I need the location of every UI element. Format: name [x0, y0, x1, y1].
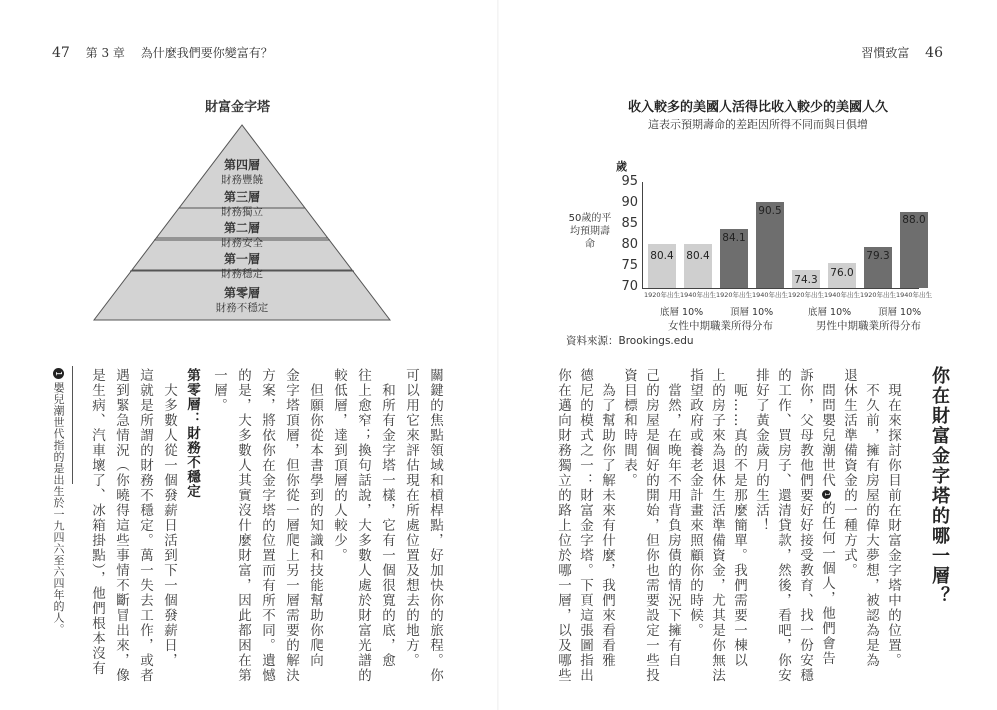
right-running-head [861, 44, 943, 61]
y-tick: 90 [621, 195, 638, 210]
body-column: 較低層，達到頂層的人較少。 [331, 368, 347, 563]
x-category: 1940年出生 [680, 291, 717, 299]
body-column: 己的房屋是個好的開始，但你也需要設定一些投 [643, 368, 659, 683]
body-column: 這就是所謂的財務不穩定。萬一失去工作，或者 [137, 368, 153, 683]
bracket-label: 底層 10% [808, 307, 852, 318]
body-column: 可以用它來評估現在所處位置及想去的地方。 [403, 368, 419, 668]
chapter-title: 為什麼我們要你變富有？ [140, 46, 273, 60]
body-column: 往上愈窄；換句話說，大多數人處於財富光譜的 [355, 368, 371, 683]
y-tick: 75 [621, 258, 638, 273]
right-page-number: 46 [925, 45, 943, 61]
pyramid-tier-1: 第一層 財務穩定 [221, 252, 263, 280]
bracket-label: 頂層 10% [878, 307, 922, 318]
x-category: 1920年出生 [716, 291, 753, 299]
body-column: 現在來探討你目前在財富金字塔中的位置。 [885, 368, 901, 668]
bar-value: 80.4 [650, 250, 674, 262]
pyramid-tier-2: 第二層 財務安全 [221, 221, 263, 249]
series-label-female: 女性中期職業所得分布 [668, 320, 773, 332]
bar-value: 80.4 [686, 250, 710, 262]
body-column: 關鍵的焦點領域和槓桿點，好加快你的旅程。你 [427, 368, 443, 683]
body-column: 遇到緊急情況（你曉得這些事情不斷冒出來，像 [113, 368, 129, 683]
x-category: 1920年出生 [788, 291, 825, 299]
pyramid-tier-4: 第四層 財務豐饒 [221, 158, 263, 186]
left-running-head [52, 44, 273, 61]
body-column: 問問嬰兒潮世代1的任何一個人，他們會告 [819, 368, 835, 666]
bar-value: 79.3 [866, 250, 890, 262]
body-column: 呃……真的不是那麼簡單。我們需要一棟以 [731, 368, 747, 668]
left-page-number: 47 [52, 45, 70, 61]
chart-title-block [578, 96, 938, 132]
bar-value: 88.0 [902, 214, 926, 226]
section-heading: 你在財富金字塔的哪一層？ [929, 366, 950, 606]
book-title: 習慣致富 [861, 46, 910, 60]
left-page [0, 0, 498, 710]
chart-source: 資料來源：Brookings.edu [566, 335, 694, 347]
bar-value: 90.5 [758, 205, 782, 217]
y-tick: 95 [621, 174, 638, 189]
x-category: 1920年出生 [644, 291, 681, 299]
body-column: 上的房子來為退休生活準備資金，尤其是你無法 [709, 368, 725, 683]
body-column: 一層。 [211, 368, 227, 413]
body-column: 的工作、買房子、還清貸款，然後，看吧，你安 [775, 368, 791, 683]
footnote-rule [72, 366, 73, 484]
footnote-ref-icon[interactable]: 1 [823, 491, 831, 498]
body-column: 金字塔頂層，但你從一層爬上另一層需要的解決 [283, 368, 299, 683]
body-column: 的是，大多數人其實沒什麼財富，因此都困在第 [235, 368, 251, 683]
y-tick: 85 [621, 216, 638, 231]
chart-subtitle: 這表示預期壽命的差距因所得不同而與日俱增 [648, 118, 868, 131]
body-column: 和所有金字塔一樣，它有一個很寬的底，愈 [379, 368, 395, 668]
body-column: 排好了黃金歲月的生活！ [753, 368, 769, 533]
pyramid-tier-3: 第三層 財務獨立 [221, 190, 263, 218]
y-tick: 80 [621, 237, 638, 252]
x-category: 1940年出生 [896, 291, 933, 299]
pyramid-tier-0: 第零層 財務不穩定 [215, 286, 269, 314]
right-page [498, 0, 997, 710]
body-column: 當然，在晚年不用背負房債的情況下擁有自 [665, 368, 681, 668]
chapter-label: 第 3 章 [85, 46, 125, 60]
x-category: 1940年出生 [824, 291, 861, 299]
body-column: 德尼的模式之一：財富金字塔。下頁這張圖指出 [577, 368, 593, 683]
body-column: 但願你從本書學到的知識和技能幫助你爬向 [307, 368, 323, 668]
body-column: 指望政府或養老金計畫來照顧你的時候。 [687, 368, 703, 638]
x-category: 1920年出生 [860, 291, 897, 299]
footnote [50, 368, 66, 635]
body-column: 大多數人從一個發薪日活到下一個發薪日， [161, 368, 177, 668]
body-column: 退休生活準備資金的一種方式。 [841, 368, 857, 578]
y-tick: 70 [621, 279, 638, 294]
body-column: 資目標和時間表。 [621, 368, 637, 488]
bar-value: 74.3 [794, 274, 818, 286]
bracket-label: 底層 10% [660, 307, 704, 318]
body-column: 是生病、汽車壞了、冰箱掛點），他們根本沒有 [89, 368, 105, 677]
pyramid-title: 財富金字塔 [205, 100, 271, 115]
x-category: 1940年出生 [752, 291, 789, 299]
x-axis [642, 288, 919, 289]
y-axis [642, 182, 643, 288]
body-column: 不久前，擁有房屋的偉大夢想，被認為是為 [863, 368, 879, 668]
footnote-marker-icon: 1 [53, 368, 64, 379]
bar-value: 76.0 [830, 267, 854, 279]
y-axis-label: 50歲的平均預期壽命 [568, 213, 612, 250]
y-axis-unit: 歲 [616, 160, 627, 173]
body-column: 訴你，父母教他們要好好接受教育、找一份安穩 [797, 368, 813, 683]
bracket-label: 頂層 10% [730, 307, 774, 318]
chart-title: 收入較多的美國人活得比收入較少的美國人久 [627, 100, 888, 115]
footnote-text: 嬰兒潮世代指的是出生於一九四六至六四年的人。 [52, 382, 65, 635]
bar-value: 84.1 [722, 232, 746, 244]
body-column: 為了幫助你了解未來有什麼，我們來看看雅 [599, 368, 615, 668]
series-label-male: 男性中期職業所得分布 [816, 320, 921, 332]
body-column: 你在邁向財務獨立的路上位於哪一層，以及哪些 [555, 368, 571, 683]
body-column: 方案，將依你在金字塔的位置而有所不同。遺憾 [259, 368, 275, 683]
section-subheading: 第零層：財務不穩定 [184, 368, 200, 499]
